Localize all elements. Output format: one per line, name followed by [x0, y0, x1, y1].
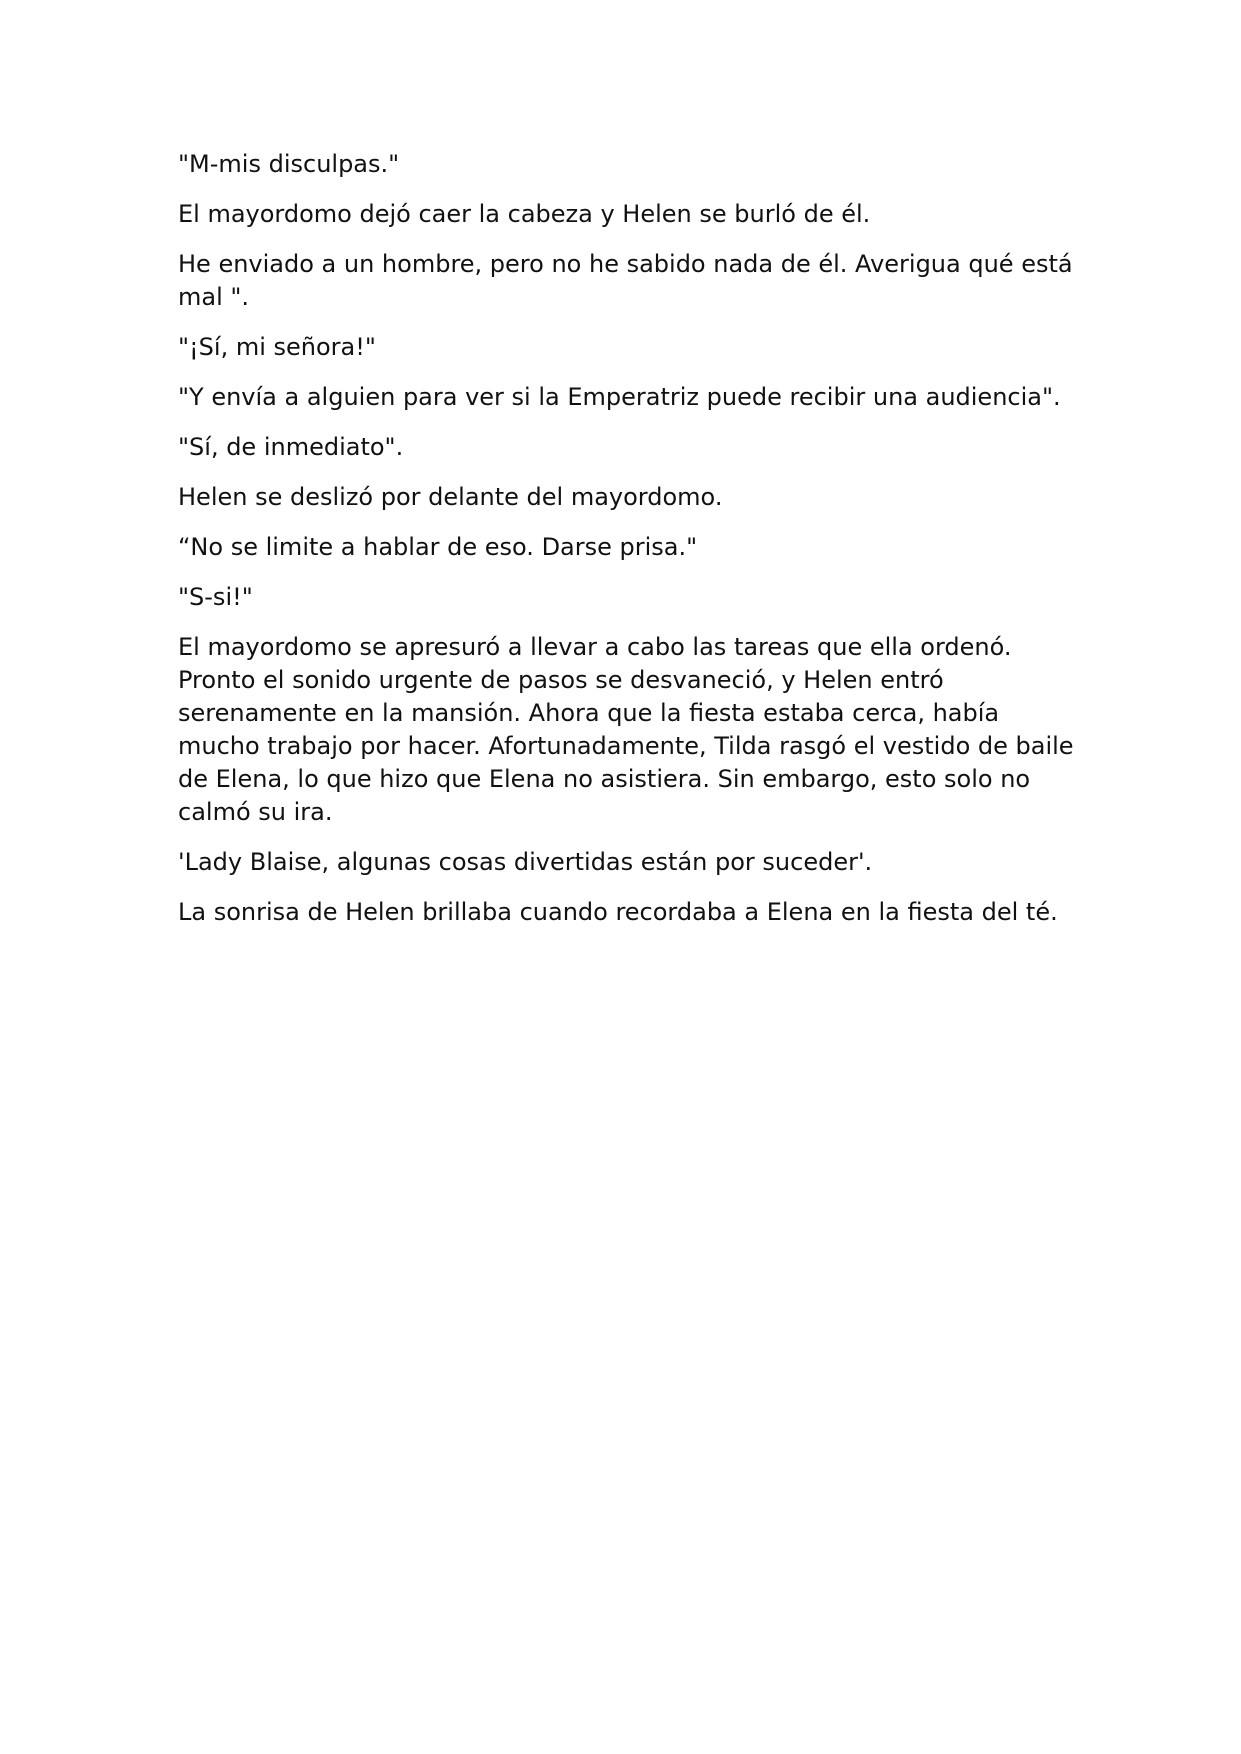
paragraph: "Sí, de inmediato". [178, 433, 404, 461]
paragraph: "S-si!" [178, 583, 253, 611]
paragraph: La sonrisa de Helen brillaba cuando recordaba a Elena en la fiesta del té. [178, 898, 1058, 926]
document-body [178, 148, 1078, 946]
paragraph: "¡Sí, mi señora!" [178, 333, 376, 361]
paragraph: “No se limite a hablar de eso. Darse prisa." [178, 533, 698, 561]
paragraph: El mayordomo se apresuró a llevar a cabo las tareas que ella ordenó. Pronto el sonido urgente de pasos se desvaneció, y Helen entró serenamente en la mansión. Ahora que la fiesta estaba cerca, había mucho trabajo por hacer. Afortunadamente, Tilda rasgó el vestido de baile de Elena, lo que hizo que Elena no asistiera. Sin embargo, esto solo no calmó su ira. [178, 633, 1074, 826]
paragraph: "Y envía a alguien para ver si la Emperatriz puede recibir una audiencia". [178, 383, 1061, 411]
paragraph: Helen se deslizó por delante del mayordomo. [178, 483, 723, 511]
paragraph: "M-mis disculpas." [178, 150, 400, 178]
paragraph: 'Lady Blaise, algunas cosas divertidas están por suceder'. [178, 848, 873, 876]
paragraph: He enviado a un hombre, pero no he sabido nada de él. Averigua qué está mal ". [178, 250, 1073, 311]
paragraph: El mayordomo dejó caer la cabeza y Helen se burló de él. [178, 200, 871, 228]
